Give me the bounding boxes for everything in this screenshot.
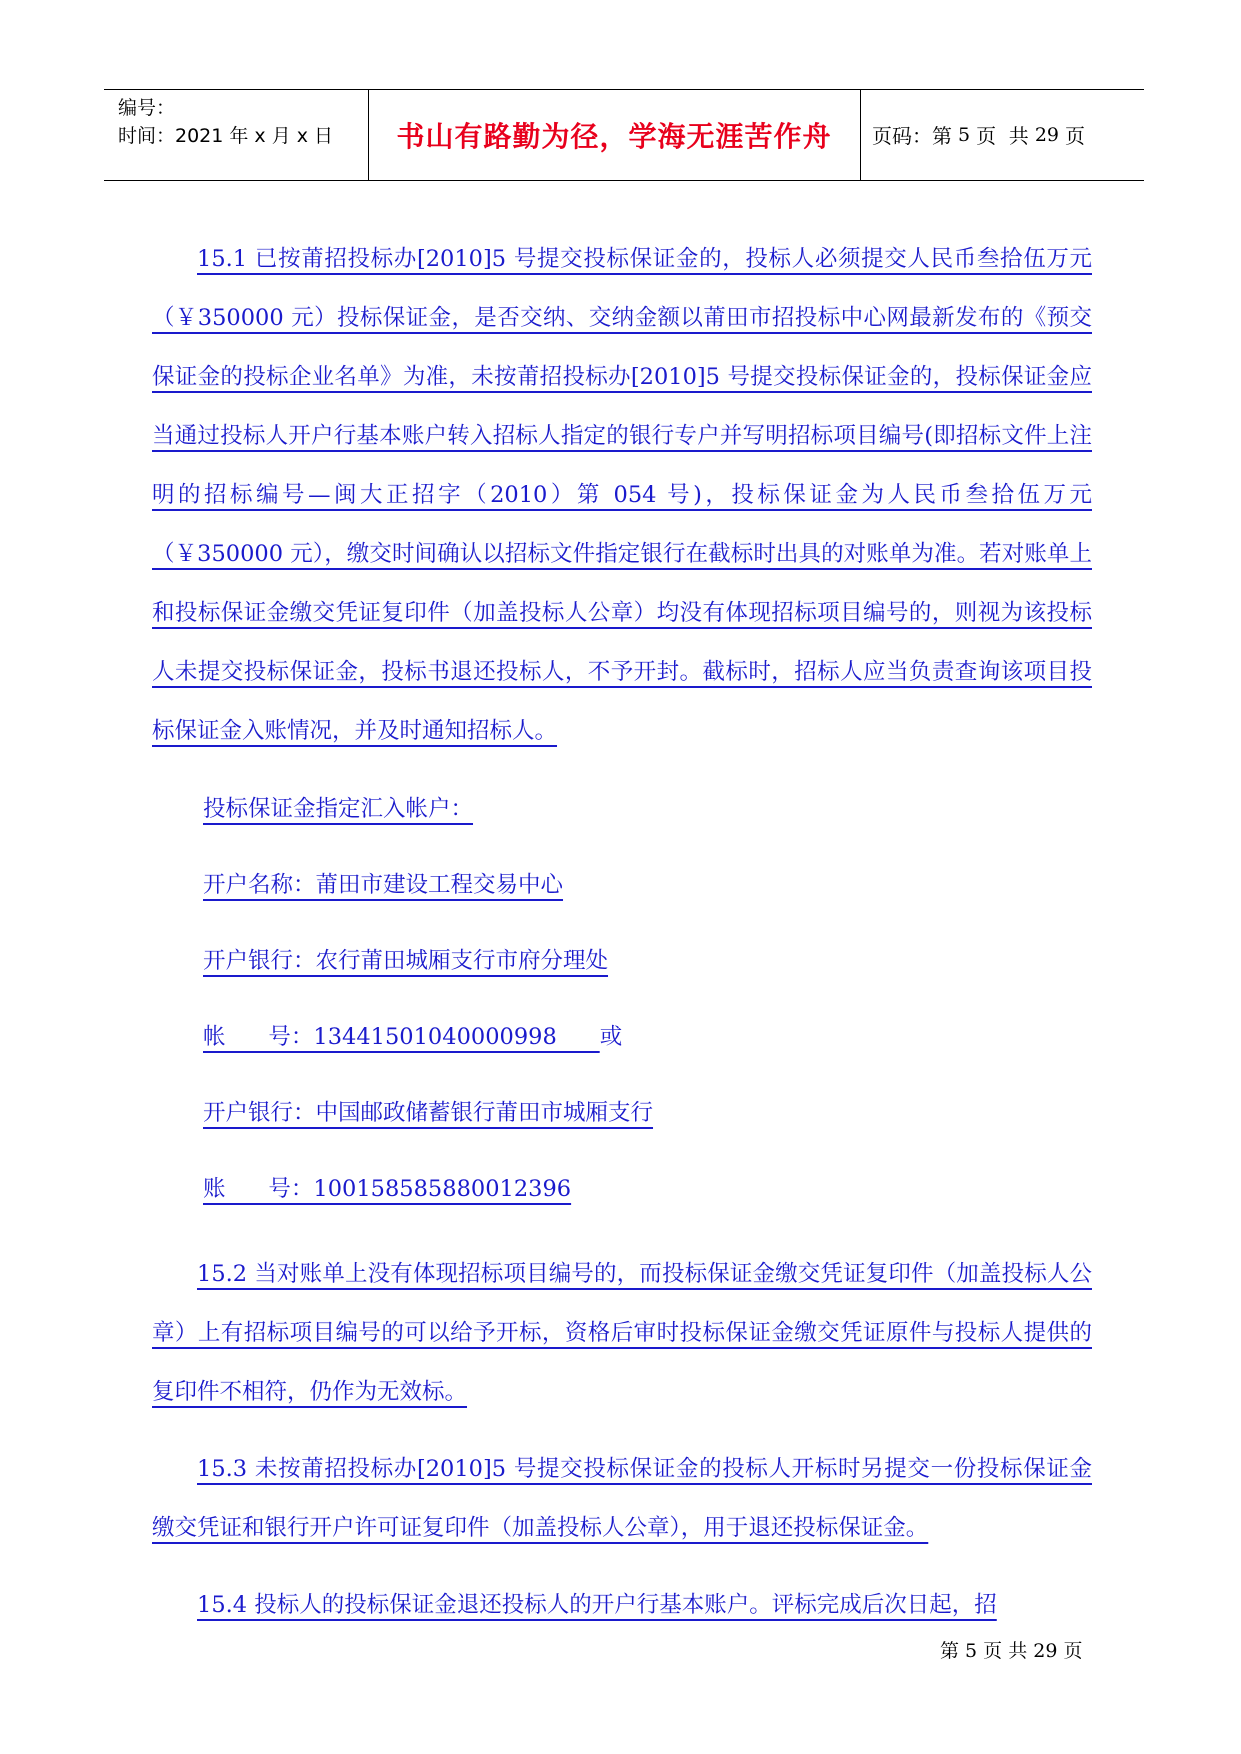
account-name: 开户名称：莆田市建设工程交易中心 <box>203 872 564 898</box>
account-title: 投标保证金指定汇入帐户： <box>203 796 474 822</box>
paragraph-15-1: 15.1 已按莆招投标办[2010]5 号提交投标保证金的，投标人必须提交人民币叁拾伍万元（￥350000 元）投标保证金，是否交纳、交纳金额以莆田市招投标中心网最新发布的《预交保证金的投标企业名单》为准，未按莆招投标办[2010]5 号提交投标保证金的，投标保证金应当通过投标人开户行基本账户转入招标人指定的银行专户并写明招标项目编号(即招标文件上注明的招标编号—闽大正招字（2010）第 054 号)，投标保证金为人民币叁拾伍万元（￥350000 元），缴交时间确认以招标文件指定银行在截标时出具的对账单为准。若对账单上和投标保证金缴交凭证复印件（加盖投标人公章）均没有体现招标项目编号的，则视为该投标人未提交投标保证金，投标书退还投标人，不予开封。截标时，招标人应当负责查询该项目投标保证金入账情况，并及时通知招标人。 <box>152 246 1092 744</box>
header-divider <box>860 90 861 180</box>
account-number-2: 账 号：100158585880012396 <box>203 1176 572 1202</box>
or-text: 或 <box>599 1024 623 1050</box>
document-number-label: 编号： <box>118 97 176 119</box>
page-suffix: 页 <box>1065 124 1085 148</box>
page-header <box>104 89 1144 181</box>
bank-2: 开户银行：中国邮政储蓄银行莆田市城厢支行 <box>203 1100 654 1126</box>
document-body <box>152 230 1092 1635</box>
document-time-label: 时间：2021 年 x 月 x 日 <box>118 125 334 147</box>
header-divider <box>368 90 369 180</box>
paragraph-15-3: 15.3 未按莆招投标办[2010]5 号提交投标保证金的投标人开标时另提交一份投标保证金缴交凭证和银行开户许可证复印件（加盖投标人公章），用于退还投标保证金。 <box>152 1456 1092 1541</box>
page-total: 29 <box>1034 123 1059 146</box>
header-motto: 书山有路勤为径，学海无涯苦作舟 <box>396 119 832 153</box>
page-prefix: 页码：第 <box>872 124 952 148</box>
page-current: 5 <box>958 123 971 146</box>
bank-1: 开户银行：农行莆田城厢支行市府分理处 <box>203 948 609 974</box>
page-mid: 页 共 <box>976 124 1029 148</box>
paragraph-15-4: 15.4 投标人的投标保证金退还投标人的开户行基本账户。评标完成后次日起，招 <box>197 1592 997 1618</box>
page-footer: 第 5 页 共 29 页 <box>940 1640 1083 1662</box>
account-number-1: 帐 号：13441501040000998 或 <box>203 1024 623 1050</box>
header-page-number <box>872 90 1085 179</box>
paragraph-15-2: 15.2 当对账单上没有体现招标项目编号的，而投标保证金缴交凭证复印件（加盖投标人公章）上有招标项目编号的可以给予开标，资格后审时投标保证金缴交凭证原件与投标人提供的复印件不相符，仍作为无效标。 <box>152 1261 1092 1405</box>
header-meta <box>118 94 333 150</box>
